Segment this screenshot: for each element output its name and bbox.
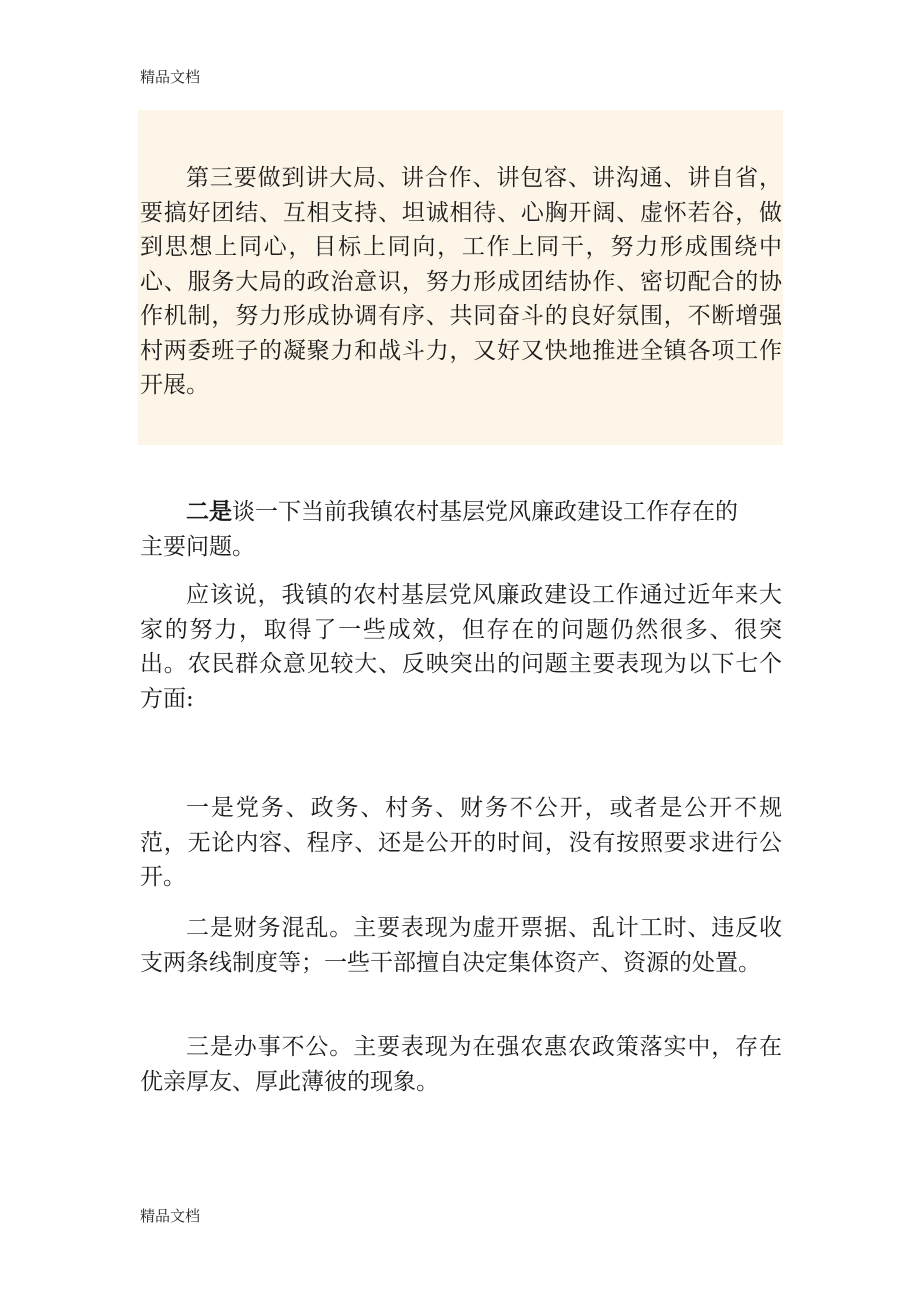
- paragraph-issue-three: 三是办事不公。主要表现为在强农惠农政策落实中，存在优亲厚友、厚此薄彼的现象。: [140, 1034, 782, 1095]
- page-footer-label: 精品文档: [140, 1207, 201, 1225]
- paragraph-overview: 应该说，我镇的农村基层党风廉政建设工作通过近年来大家的努力，取得了一些成效，但存在的问题仍然很多、很突出。农民群众意见较大、反映突出的问题主要表现为以下七个方面:: [140, 582, 782, 712]
- section-two-lead: 二是: [186, 498, 232, 525]
- paragraph-issue-two: 二是财务混乱。主要表现为虚开票据、乱计工时、违反收支两条线制度等；一些干部擅自决定集体资产、资源的处置。: [140, 915, 782, 976]
- paragraph-third-requirement: 第三要做到讲大局、讲合作、讲包容、讲沟通、讲自省，要搞好团结、互相支持、坦诚相待、心胸开阔、虚怀若谷，做到思想上同心，目标上同向，工作上同干，努力形成围绕中心、服务大局的政治意识，努力形成团结协作、密切配合的协作机制，努力形成协调有序、共同奋斗的良好氛围，不断增强村两委班子的凝聚力和战斗力，又好又快地推进全镇各项工作开展。: [140, 165, 782, 398]
- page-header-label: 精品文档: [140, 68, 201, 86]
- section-two-text: 谈一下当前我镇农村基层党风廉政建设工作存在的主要问题。: [140, 499, 738, 560]
- paragraph-issue-one: 一是党务、政务、村务、财务不公开，或者是公开不规范，无论内容、程序、还是公开的时间，没有按照要求进行公开。: [140, 795, 782, 890]
- paragraph-section-two-heading: [140, 495, 760, 564]
